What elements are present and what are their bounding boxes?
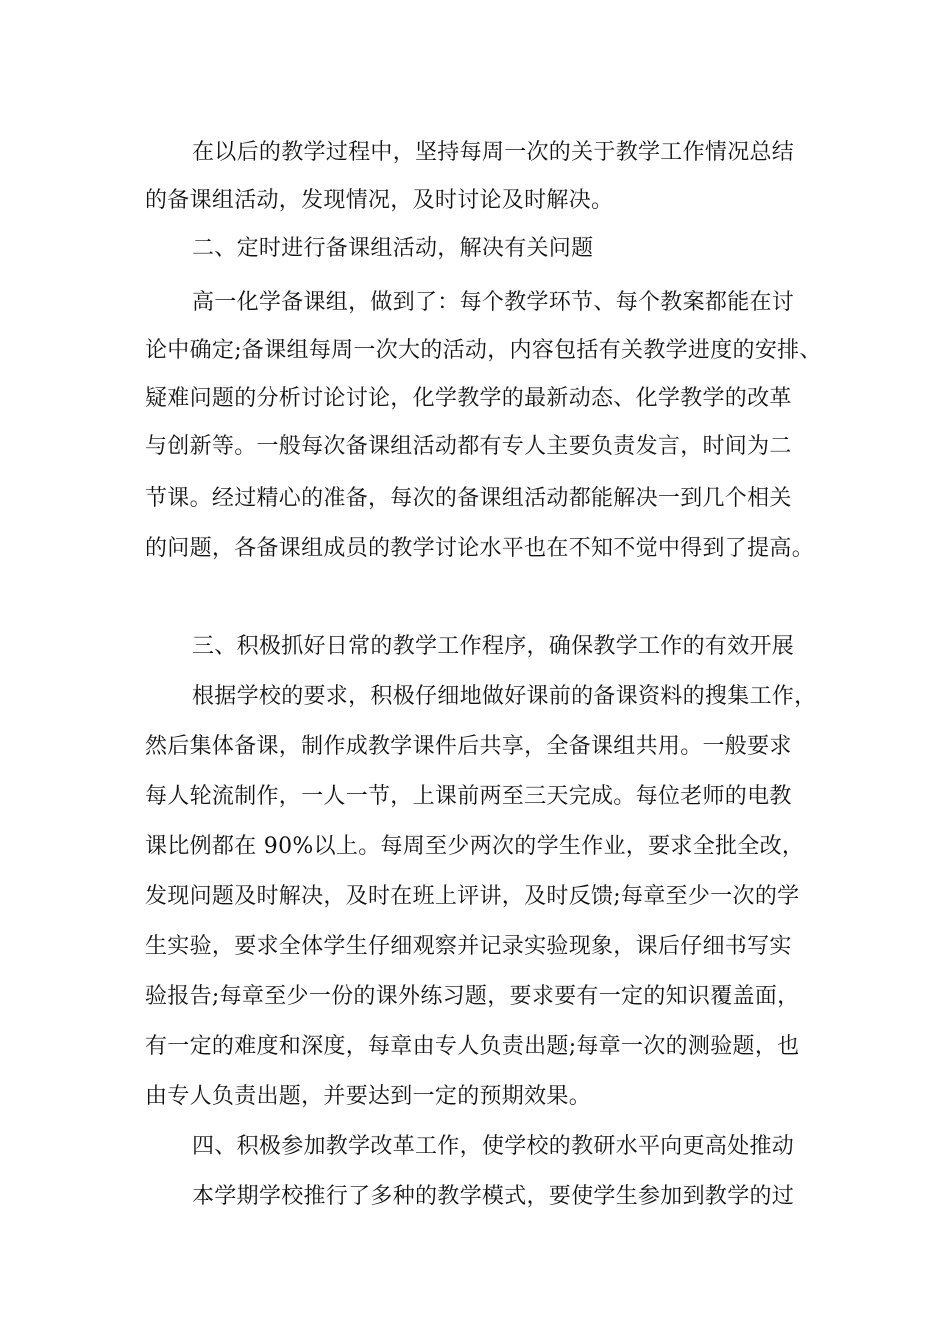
section-heading-3: 三、积极抓好日常的教学工作程序，确保教学工作的有效开展	[192, 634, 795, 659]
paragraph-3-line-1: 根据学校的要求，积极仔细地做好课前的备课资料的搜集工作，	[192, 684, 817, 709]
paragraph-3-line-4: 课比例都在 90%以上。每周至少两次的学生作业，要求全批全改，	[145, 834, 805, 859]
paragraph-3-line-2: 然后集体备课，制作成教学课件后共享，全备课组共用。一般要求	[145, 734, 792, 759]
paragraph-2-line-3: 疑难问题的分析讨论讨论，化学教学的最新动态、化学教学的改革	[145, 386, 792, 411]
paragraph-3-line-6: 生实验，要求全体学生仔细观察并记录实验现象，课后仔细书写实	[145, 934, 792, 959]
paragraph-1-line-1: 在以后的教学过程中，坚持每周一次的关于教学工作情况总结	[192, 140, 795, 165]
paragraph-2-line-2: 论中确定;备课组每周一次大的活动，内容包括有关教学进度的安排、	[145, 338, 822, 363]
section-heading-2: 二、定时进行备课组活动，解决有关问题	[192, 236, 594, 261]
paragraph-3-line-9: 由专人负责出题，并要达到一定的预期效果。	[145, 1084, 592, 1109]
paragraph-3-line-3: 每人轮流制作，一人一节，上课前两至三天完成。每位老师的电教	[145, 784, 792, 809]
paragraph-2-line-1: 高一化学备课组，做到了：每个教学环节、每个教案都能在讨	[192, 290, 795, 315]
paragraph-3-line-7: 验报告;每章至少一份的课外练习题，要求要有一定的知识覆盖面，	[145, 984, 800, 1009]
paragraph-4-line-1: 本学期学校推行了多种的教学模式，要使学生参加到教学的过	[192, 1184, 795, 1209]
paragraph-3-line-5: 发现问题及时解决，及时在班上评讲，及时反馈;每章至少一次的学	[145, 884, 800, 909]
paragraph-1-line-2: 的备课组活动，发现情况，及时讨论及时解决。	[145, 188, 614, 213]
paragraph-2-line-5: 节课。经过精心的准备，每次的备课组活动都能解决一到几个相关	[145, 486, 792, 511]
section-heading-4: 四、积极参加教学改革工作，使学校的教研水平向更高处推动	[192, 1134, 795, 1159]
paragraph-2-line-4: 与创新等。一般每次备课组活动都有专人主要负责发言，时间为二	[145, 434, 792, 459]
paragraph-2-line-6: 的问题，各备课组成员的教学讨论水平也在不知不觉中得到了提高。	[145, 536, 815, 561]
paragraph-3-line-8: 有一定的难度和深度，每章由专人负责出题;每章一次的测验题，也	[145, 1034, 800, 1059]
